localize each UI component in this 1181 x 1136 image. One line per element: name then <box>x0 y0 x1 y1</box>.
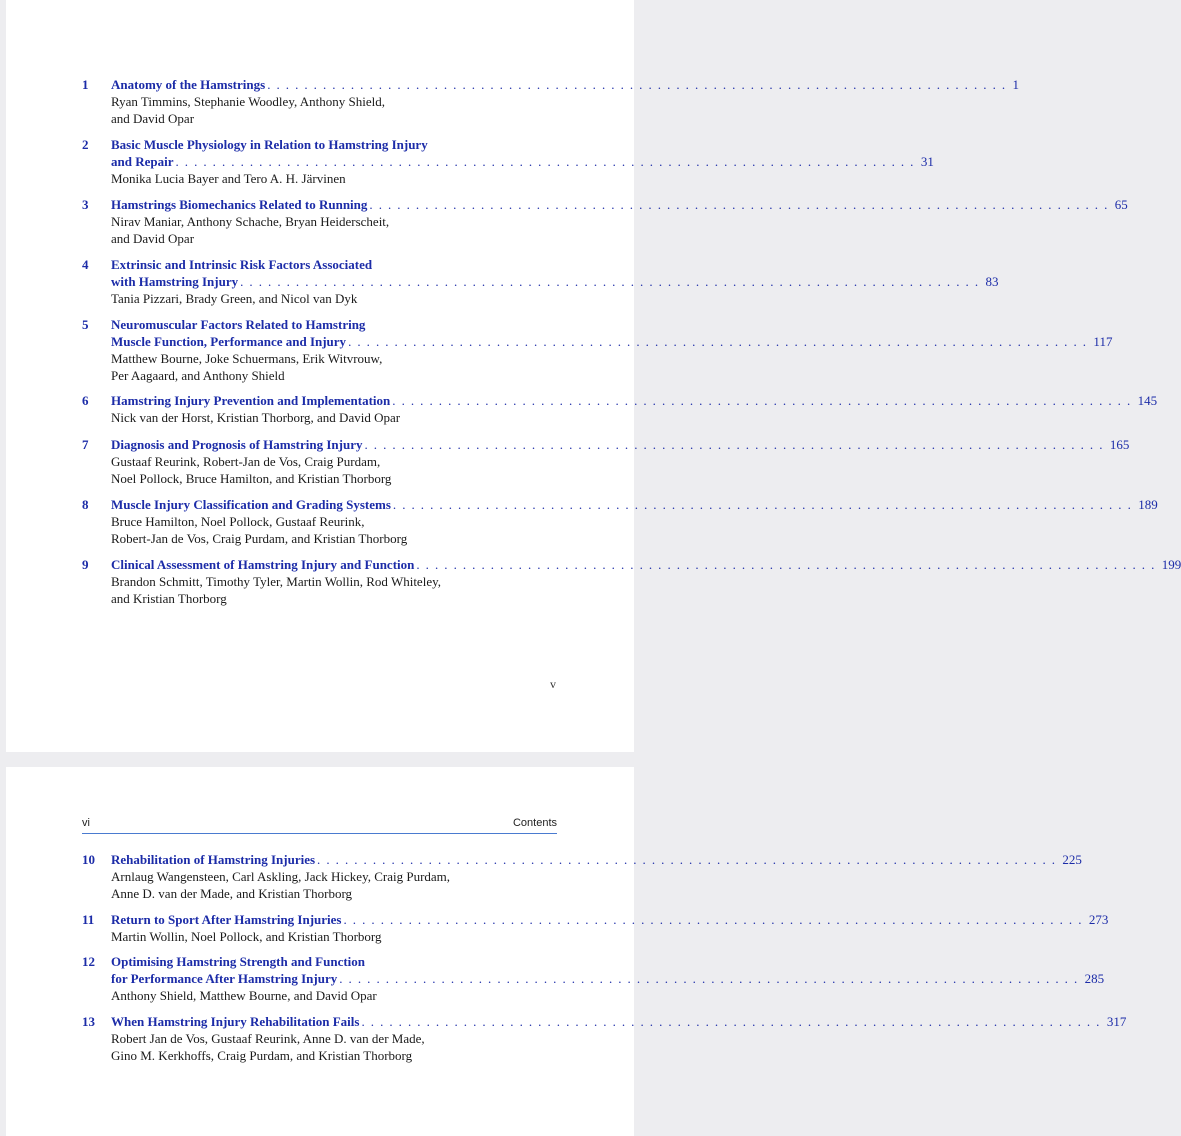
chapter-authors: Anne D. van der Made, and Kristian Thorborg <box>111 886 353 901</box>
chapter-number: 12 <box>82 954 95 969</box>
toc-entry[interactable] <box>82 136 934 187</box>
chapter-title-text[interactable]: Neuromuscular Factors Related to Hamstring <box>111 317 366 332</box>
chapter-number: 11 <box>82 912 95 927</box>
chapter-title-line[interactable] <box>111 496 1158 513</box>
toc-entry-body <box>111 392 1158 426</box>
toc-entry-body <box>111 136 934 187</box>
leader-dots: . . . . . . . . . . . . . . . . . . . . . . . . . . . . . . . . . . . . . . . . . . . . . . . . . . . . . . . . . . . . . . . . . . . . . . . . . . . . . . . . <box>392 497 1133 512</box>
chapter-number: 4 <box>82 257 89 272</box>
toc-entry-body <box>111 196 1128 247</box>
chapter-title-text[interactable]: Muscle Injury Classification and Grading Systems <box>111 497 391 512</box>
chapter-title-line[interactable] <box>111 153 934 170</box>
chapter-title-text[interactable]: Muscle Function, Performance and Injury <box>111 334 347 349</box>
chapter-title-line[interactable] <box>111 136 562 153</box>
toc-entry-body <box>111 256 999 307</box>
chapter-number: 3 <box>82 197 89 212</box>
toc-page-v <box>6 0 1181 752</box>
chapter-title-line[interactable] <box>111 436 1130 453</box>
chapter-authors: Noel Pollock, Bruce Hamilton, and Kristian Thorborg <box>111 471 392 486</box>
chapter-authors: Anthony Shield, Matthew Bourne, and David Opar <box>111 988 377 1003</box>
leader-dots: . . . . . . . . . . . . . . . . . . . . . . . . . . . . . . . . . . . . . . . . . . . . . . . . . . . . . . . . . . . . . . . . . . . . . . . . . . . . . . . . <box>369 197 1109 212</box>
toc-entry[interactable] <box>82 392 1158 426</box>
toc-entry[interactable] <box>82 496 1158 547</box>
leader-dots: . . . . . . . . . . . . . . . . . . . . . . . . . . . . . . . . . . . . . . . . . . . . . . . . . . . . . . . . . . . . . . . . . . . . . . . . . . . . . . . . <box>392 393 1132 408</box>
chapter-number: 10 <box>82 852 95 867</box>
chapter-title-line[interactable] <box>111 911 1109 928</box>
toc-entry-body <box>111 76 1020 127</box>
chapter-authors: Martin Wollin, Noel Pollock, and Kristian Thorborg <box>111 929 382 944</box>
page-number[interactable]: 273 <box>1088 912 1109 927</box>
chapter-authors: Gustaaf Reurink, Robert-Jan de Vos, Craig Purdam, <box>111 454 381 469</box>
chapter-title-line[interactable] <box>111 851 1082 868</box>
page-number[interactable]: 285 <box>1084 971 1105 986</box>
toc-entry[interactable] <box>82 76 1020 127</box>
page-number[interactable]: 189 <box>1138 497 1158 512</box>
chapter-authors: Gino M. Kerkhoffs, Craig Purdam, and Kristian Thorborg <box>111 1048 413 1063</box>
chapter-number: 9 <box>82 557 89 572</box>
page-number[interactable]: 31 <box>920 154 934 169</box>
toc-entry[interactable] <box>82 953 1105 1004</box>
toc-entry[interactable] <box>82 436 1130 487</box>
toc-entry-body <box>111 496 1158 547</box>
chapter-title-text[interactable]: Optimising Hamstring Strength and Function <box>111 954 366 969</box>
toc-entry-body <box>111 953 1105 1004</box>
chapter-number: 13 <box>82 1014 95 1029</box>
toc-entry-body <box>111 316 1113 384</box>
chapter-title-line[interactable] <box>111 970 1105 987</box>
chapter-authors: and David Opar <box>111 231 195 246</box>
chapter-authors: Brandon Schmitt, Timothy Tyler, Martin Wollin, Rod Whiteley, <box>111 574 441 589</box>
chapter-authors: Monika Lucia Bayer and Tero A. H. Järvinen <box>111 171 346 186</box>
leader-dots: . . . . . . . . . . . . . . . . . . . . . . . . . . . . . . . . . . . . . . . . . . . . . . . . . . . . . . . . . . . . . . . . . . . . . . . . . . . . . . . . <box>240 274 980 289</box>
leader-dots: . . . . . . . . . . . . . . . . . . . . . . . . . . . . . . . . . . . . . . . . . . . . . . . . . . . . . . . . . . . . . . . . . . . . . . . . . . . . . . . . <box>416 557 1156 572</box>
leader-dots: . . . . . . . . . . . . . . . . . . . . . . . . . . . . . . . . . . . . . . . . . . . . . . . . . . . . . . . . . . . . . . . . . . . . . . . . . . . . . . . . <box>361 1014 1101 1029</box>
chapter-title-line[interactable] <box>111 333 1113 350</box>
chapter-title-text[interactable]: Rehabilitation of Hamstring Injuries <box>111 852 316 867</box>
toc-entry-body <box>111 436 1130 487</box>
page-number[interactable]: 83 <box>985 274 999 289</box>
chapter-authors: Matthew Bourne, Joke Schuermans, Erik Witvrouw, <box>111 351 383 366</box>
chapter-authors: Ryan Timmins, Stephanie Woodley, Anthony Shield, <box>111 94 385 109</box>
page-number[interactable]: 225 <box>1062 852 1082 867</box>
chapter-title-line[interactable] <box>111 316 562 333</box>
chapter-title-text[interactable]: Clinical Assessment of Hamstring Injury and Function <box>111 557 415 572</box>
chapter-authors: and David Opar <box>111 111 195 126</box>
leader-dots: . . . . . . . . . . . . . . . . . . . . . . . . . . . . . . . . . . . . . . . . . . . . . . . . . . . . . . . . . . . . . . . . . . . . . . . . . . . . . . . . <box>348 334 1088 349</box>
chapter-authors: Nick van der Horst, Kristian Thorborg, and David Opar <box>111 410 401 425</box>
chapter-number: 7 <box>82 437 89 452</box>
page-number[interactable]: 317 <box>1106 1014 1127 1029</box>
chapter-title-text[interactable]: for Performance After Hamstring Injury <box>111 971 338 986</box>
chapter-authors: Bruce Hamilton, Noel Pollock, Gustaaf Reurink, <box>111 514 365 529</box>
chapter-title-line[interactable] <box>111 1013 1127 1030</box>
chapter-number: 1 <box>82 77 89 92</box>
chapter-authors: Robert Jan de Vos, Gustaaf Reurink, Anne D. van der Made, <box>111 1031 425 1046</box>
page-number[interactable]: 117 <box>1093 334 1113 349</box>
leader-dots: . . . . . . . . . . . . . . . . . . . . . . . . . . . . . . . . . . . . . . . . . . . . . . . . . . . . . . . . . . . . . . . . . . . . . . . . . . . . . . . . <box>364 437 1104 452</box>
page-number[interactable]: 145 <box>1137 393 1158 408</box>
leader-dots: . . . . . . . . . . . . . . . . . . . . . . . . . . . . . . . . . . . . . . . . . . . . . . . . . . . . . . . . . . . . . . . . . . . . . . . . . . . . . . . . <box>267 77 1007 92</box>
chapter-title-text[interactable]: Diagnosis and Prognosis of Hamstring Injury <box>111 437 363 452</box>
chapter-authors: Per Aagaard, and Anthony Shield <box>111 368 285 383</box>
toc-page-vi <box>6 767 1127 1136</box>
running-head <box>82 815 557 834</box>
chapter-title-text[interactable]: and Repair <box>111 154 174 169</box>
chapter-number: 2 <box>82 137 89 152</box>
chapter-title-text[interactable]: Return to Sport After Hamstring Injuries <box>111 912 342 927</box>
chapter-title-line[interactable] <box>111 953 562 970</box>
chapter-authors: Arnlaug Wangensteen, Carl Askling, Jack Hickey, Craig Purdam, <box>111 869 451 884</box>
toc-entry[interactable] <box>82 911 1109 945</box>
page-number[interactable]: 1 <box>1012 77 1020 92</box>
chapter-title-line[interactable] <box>111 256 562 273</box>
leader-dots: . . . . . . . . . . . . . . . . . . . . . . . . . . . . . . . . . . . . . . . . . . . . . . . . . . . . . . . . . . . . . . . . . . . . . . . . . . . . . . . . <box>339 971 1079 986</box>
toc-entry[interactable] <box>82 851 1082 902</box>
chapter-title-text[interactable]: with Hamstring Injury <box>111 274 239 289</box>
chapter-title-line[interactable] <box>111 392 1158 409</box>
toc-entry-body <box>111 556 1181 607</box>
page-folio: vi <box>82 817 90 829</box>
chapter-title-line[interactable] <box>111 196 1128 213</box>
chapter-authors: and Kristian Thorborg <box>111 591 227 606</box>
chapter-title-line[interactable] <box>111 76 1020 93</box>
toc-entry[interactable] <box>82 316 1113 384</box>
chapter-title-text[interactable]: Hamstring Injury Prevention and Implementation <box>111 393 391 408</box>
chapter-number: 8 <box>82 497 89 512</box>
page-number[interactable]: 199 <box>1161 557 1181 572</box>
chapter-title-text[interactable]: Extrinsic and Intrinsic Risk Factors Associated <box>111 257 373 272</box>
chapter-title-text[interactable]: Basic Muscle Physiology in Relation to Hamstring Injury <box>111 137 428 152</box>
toc-entry-body <box>111 911 1109 945</box>
chapter-number: 5 <box>82 317 89 332</box>
chapter-title-text[interactable]: Anatomy of the Hamstrings <box>111 77 266 92</box>
chapter-title-line[interactable] <box>111 556 1181 573</box>
chapter-authors: Robert-Jan de Vos, Craig Purdam, and Kristian Thorborg <box>111 531 408 546</box>
toc-entry-body <box>111 851 1082 902</box>
page-number[interactable]: 165 <box>1109 437 1130 452</box>
chapter-title-text[interactable]: Hamstrings Biomechanics Related to Running <box>111 197 368 212</box>
chapter-authors: Tania Pizzari, Brady Green, and Nicol van Dyk <box>111 291 358 306</box>
toc-entry-body <box>111 1013 1127 1064</box>
chapter-title-line[interactable] <box>111 273 999 290</box>
toc-entry[interactable] <box>82 1013 1127 1064</box>
page-folio: v <box>550 677 556 691</box>
leader-dots: . . . . . . . . . . . . . . . . . . . . . . . . . . . . . . . . . . . . . . . . . . . . . . . . . . . . . . . . . . . . . . . . . . . . . . . . . . . . . . . . <box>343 912 1083 927</box>
toc-entry[interactable] <box>82 256 999 307</box>
leader-dots: . . . . . . . . . . . . . . . . . . . . . . . . . . . . . . . . . . . . . . . . . . . . . . . . . . . . . . . . . . . . . . . . . . . . . . . . . . . . . . . . <box>175 154 915 169</box>
toc-entry[interactable] <box>82 196 1128 247</box>
page-number[interactable]: 65 <box>1114 197 1128 212</box>
toc-entry[interactable] <box>82 556 1181 607</box>
running-head-title: Contents <box>512 817 557 829</box>
leader-dots: . . . . . . . . . . . . . . . . . . . . . . . . . . . . . . . . . . . . . . . . . . . . . . . . . . . . . . . . . . . . . . . . . . . . . . . . . . . . . . . . <box>317 852 1057 867</box>
chapter-number: 6 <box>82 393 89 408</box>
chapter-authors: Nirav Maniar, Anthony Schache, Bryan Heiderscheit, <box>111 214 390 229</box>
chapter-title-text[interactable]: When Hamstring Injury Rehabilitation Fails <box>111 1014 360 1029</box>
